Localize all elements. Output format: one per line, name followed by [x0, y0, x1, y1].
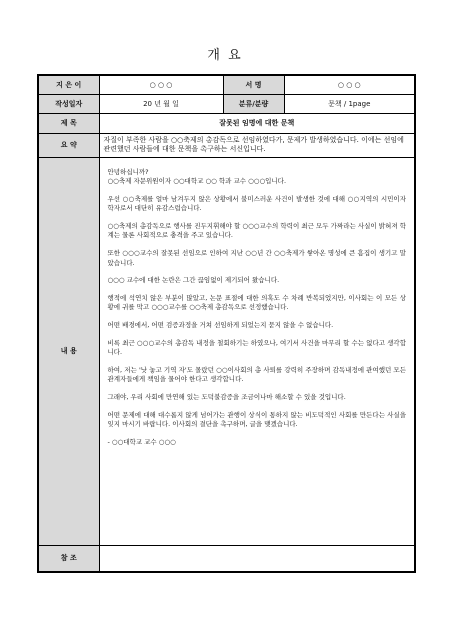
- date-value: 20 년 월 일: [99, 94, 223, 113]
- content-paragraph: 비록 최근 ○○○교수의 총감독 내정을 철회하기는 하였으나, 여기서 사건을 마무리 할 수는 없다고 생각합니다.: [107, 338, 406, 357]
- content-body: [99, 157, 415, 545]
- date-row: [38, 94, 415, 113]
- subject-value: 잘못된 임명에 대한 문책: [99, 113, 415, 133]
- content-row: [38, 157, 415, 545]
- overview-form-table: [37, 74, 416, 573]
- reference-row: [38, 545, 415, 572]
- summary-value: 자질이 부족한 사람을 ○○축제의 총감독으로 선임하였다가, 문제가 발생하였습니다. 이에는 선임에 관련했던 사람들에 대한 문책을 촉구하는 서신입니다.: [99, 133, 415, 157]
- subject-label: 제 목: [38, 113, 99, 133]
- content-paragraph: 그래야, 우리 사회에 만연해 있는 도덕불감증을 조금이나마 해소할 수 있을 것입니다.: [107, 393, 346, 401]
- author-value: ○ ○ ○: [99, 75, 223, 94]
- category-label: 분류/분량: [223, 94, 284, 113]
- content-paragraph: 우선 ○○축제를 얼마 남겨두지 않은 상황에서 불미스러운 사건이 발생한 것에 대해 ○○지역의 시민이자 학자로서 대단히 유감스럽습니다.: [107, 194, 406, 213]
- content-paragraph: ○○축제의 총감독으로 행사를 진두지휘해야 할 ○○○교수의 학력이 최근 모두 가짜라는 사실이 밝혀져 학계는 물론 사회적으로 충격을 주고 있습니다.: [107, 221, 406, 240]
- reference-value: [99, 545, 415, 572]
- content-paragraph: 안녕하십니까? ○○축제 자문위원이자 ○○대학교 ○○ 학과 교수 ○○○입니다.: [107, 167, 287, 186]
- content-signoff: - ○○대학교 교수 ○○○: [107, 437, 176, 446]
- content-paragraph: 행적에 석연치 않은 부분이 많았고, 논문 표절에 대한 의혹도 수 차례 반복되었지만, 이사회는 이 모든 상황에 귀를 막고 ○○○교수를 ○○축제 총감독으로 선정했습니다.: [107, 293, 406, 312]
- content-paragraph: ○○○ 교수에 대한 논란은 그간 끊임없이 제기되어 왔습니다.: [107, 276, 280, 285]
- reference-label: 참 조: [38, 545, 99, 572]
- category-value: 문책 / 1page: [284, 94, 415, 113]
- content-paragraph: 또한 ○○○교수의 잘못된 선임으로 인하여 지난 ○○년 간 ○○축제가 쌓아온 명성에 큰 흠집이 생기고 말았습니다.: [107, 249, 406, 267]
- content-paragraph: 하여, 저는 '낫 놓고 기역 자'도 몰랐던 ○○이사회의 총 사퇴를 강력히 주장하며 감독내정에 관여했던 모든 관계자들에게 책임을 물어야 한다고 생각합니다.: [107, 365, 406, 384]
- page-title: 개 요: [207, 48, 243, 63]
- author-label: 지 은 이: [38, 75, 99, 94]
- signature-label: 서 명: [223, 75, 284, 94]
- author-row: [38, 75, 415, 94]
- summary-label: 요 약: [38, 133, 99, 157]
- content-paragraph: 어떤 문제에 대해 대수롭지 않게 넘어가는 관행이 상식이 통하지 않는 비도덕적인 사회를 만든다는 사실을 잊지 마시기 바랍니다. 이사회의 결단을 촉구하며, 글을 맺겠습니다.: [107, 410, 406, 429]
- content-label: 내 용: [38, 157, 99, 545]
- date-label: 작성일자: [38, 94, 99, 113]
- content-paragraph: 어떤 배경에서, 어떤 검증과정을 거쳐 선임하게 되었는지 묻지 않을 수 없습니다.: [107, 321, 334, 330]
- subject-row: [38, 113, 415, 133]
- signature-value: ○ ○ ○: [284, 75, 415, 94]
- summary-row: [38, 133, 415, 157]
